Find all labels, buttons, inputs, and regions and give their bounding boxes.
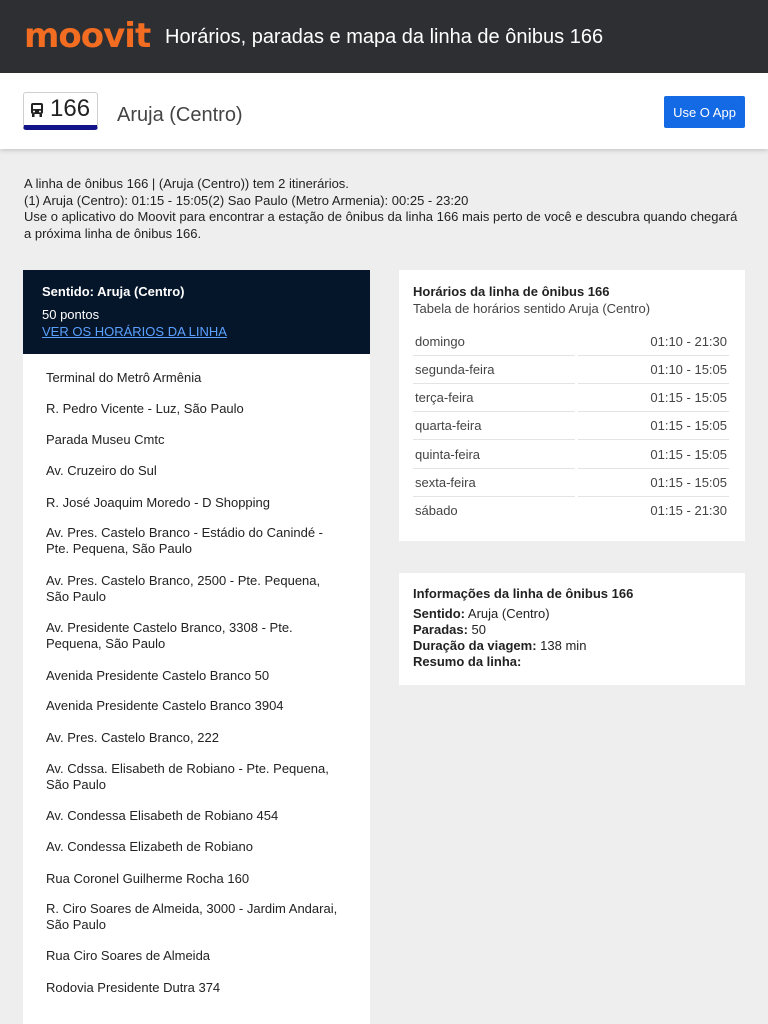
- use-app-button[interactable]: Use O App: [664, 96, 745, 128]
- line-badge: [23, 92, 98, 130]
- schedule-day: sexta-feira: [415, 475, 476, 490]
- stops-list: [23, 354, 370, 1024]
- stop-item[interactable]: R. Pedro Vicente - Luz, São Paulo: [46, 401, 244, 416]
- stop-item[interactable]: Av. Presidente Castelo Branco, 3308 - Pte. Pequena, São Paulo: [46, 620, 293, 651]
- page-title: Horários, paradas e mapa da linha de ônibus 166: [165, 26, 604, 48]
- stop-item[interactable]: Av. Condessa Elizabeth de Robiano: [46, 839, 253, 854]
- moovit-logo[interactable]: moovit: [24, 16, 151, 56]
- schedule-row: [413, 384, 729, 412]
- intro-line: A linha de ônibus 166 | (Aruja (Centro)) tem 2 itinerários.: [24, 176, 349, 191]
- stop-item[interactable]: Parada Museu Cmtc: [46, 432, 165, 447]
- stop-item[interactable]: Av. Pres. Castelo Branco, 2500 - Pte. Pequena, São Paulo: [46, 573, 321, 604]
- schedule-time: 01:10 - 21:30: [650, 334, 727, 349]
- schedule-time: 01:15 - 15:05: [650, 390, 727, 405]
- schedule-subtitle: Tabela de horários sentido Aruja (Centro): [413, 301, 651, 316]
- stop-item[interactable]: R. Ciro Soares de Almeida, 3000 - Jardim Andarai, São Paulo: [46, 901, 338, 932]
- schedule-day: quinta-feira: [415, 447, 481, 462]
- info-summary: [413, 654, 521, 670]
- line-number: 166: [50, 95, 91, 122]
- info-value: 50: [471, 622, 487, 637]
- info-label: Paradas:: [413, 622, 468, 637]
- schedule-row: [413, 328, 729, 356]
- stop-item[interactable]: Av. Cruzeiro do Sul: [46, 463, 157, 478]
- info-value: Aruja (Centro): [467, 606, 550, 621]
- top-bar: [0, 0, 768, 73]
- schedule-day: sábado: [415, 503, 458, 518]
- schedule-row: [413, 356, 729, 384]
- stop-item[interactable]: Rua Ciro Soares de Almeida: [46, 948, 211, 963]
- schedule-time: 01:15 - 15:05: [650, 447, 727, 462]
- schedule-row: [413, 441, 729, 469]
- schedule-day: domingo: [415, 334, 465, 349]
- direction-header: [23, 270, 370, 354]
- line-name: Aruja (Centro): [117, 104, 243, 126]
- stop-item[interactable]: Avenida Presidente Castelo Branco 3904: [46, 698, 284, 713]
- schedule-time: 01:15 - 15:05: [650, 418, 727, 433]
- schedule-day: terça-feira: [415, 390, 474, 405]
- info-duration: [413, 638, 586, 654]
- info-stops: [413, 622, 486, 638]
- schedule-row: [413, 469, 729, 497]
- schedule-title: Horários da linha de ônibus 166: [413, 284, 610, 299]
- stop-item[interactable]: Av. Pres. Castelo Branco, 222: [46, 730, 219, 745]
- info-label: Duração da viagem:: [413, 638, 537, 653]
- stop-item[interactable]: Rua Coronel Guilherme Rocha 160: [46, 871, 250, 886]
- info-label: Sentido:: [413, 606, 465, 621]
- line-info-card: [399, 573, 745, 685]
- view-schedules-link[interactable]: VER OS HORÁRIOS DA LINHA: [42, 324, 227, 339]
- info-direction: [413, 606, 550, 622]
- stop-item[interactable]: Av. Condessa Elisabeth de Robiano 454: [46, 808, 279, 823]
- schedule-day: segunda-feira: [415, 362, 495, 377]
- schedule-time: 01:15 - 21:30: [650, 503, 727, 518]
- intro-line: Use o aplicativo do Moovit para encontrar a estação de ônibus da linha 166 mais perto de você e descubra quando chegará a próxima linha de ônibus 166.: [24, 209, 738, 241]
- intro-text: [24, 176, 744, 242]
- intro-line: (1) Aruja (Centro): 01:15 - 15:05(2) Sao Paulo (Metro Armenia): 00:25 - 23:20: [24, 192, 469, 208]
- info-label: Resumo da linha:: [413, 654, 522, 669]
- schedule-time: 01:10 - 15:05: [650, 362, 727, 377]
- info-value: 138 min: [540, 638, 587, 653]
- stop-item[interactable]: Av. Cdssa. Elisabeth de Robiano - Pte. Pequena, São Paulo: [46, 761, 329, 792]
- bus-icon: [30, 102, 44, 118]
- stop-item[interactable]: Av. Pres. Castelo Branco - Estádio do Canindé - Pte. Pequena, São Paulo: [46, 525, 323, 556]
- schedule-row: [413, 412, 729, 440]
- schedule-card: [399, 270, 745, 541]
- stop-item[interactable]: Rodovia Presidente Dutra 374: [46, 980, 221, 995]
- info-title: Informações da linha de ônibus 166: [413, 586, 634, 601]
- stop-item[interactable]: Terminal do Metrô Armênia: [46, 370, 202, 385]
- schedule-time: 01:15 - 15:05: [650, 475, 727, 490]
- stop-count: 50 pontos: [42, 307, 100, 322]
- schedule-row: [413, 497, 729, 525]
- line-header: [0, 73, 768, 149]
- schedule-day: quarta-feira: [415, 418, 482, 433]
- stop-item[interactable]: Avenida Presidente Castelo Branco 50: [46, 668, 270, 683]
- direction-title: Sentido: Aruja (Centro): [42, 284, 185, 299]
- stop-item[interactable]: R. José Joaquim Moredo - D Shopping: [46, 495, 271, 510]
